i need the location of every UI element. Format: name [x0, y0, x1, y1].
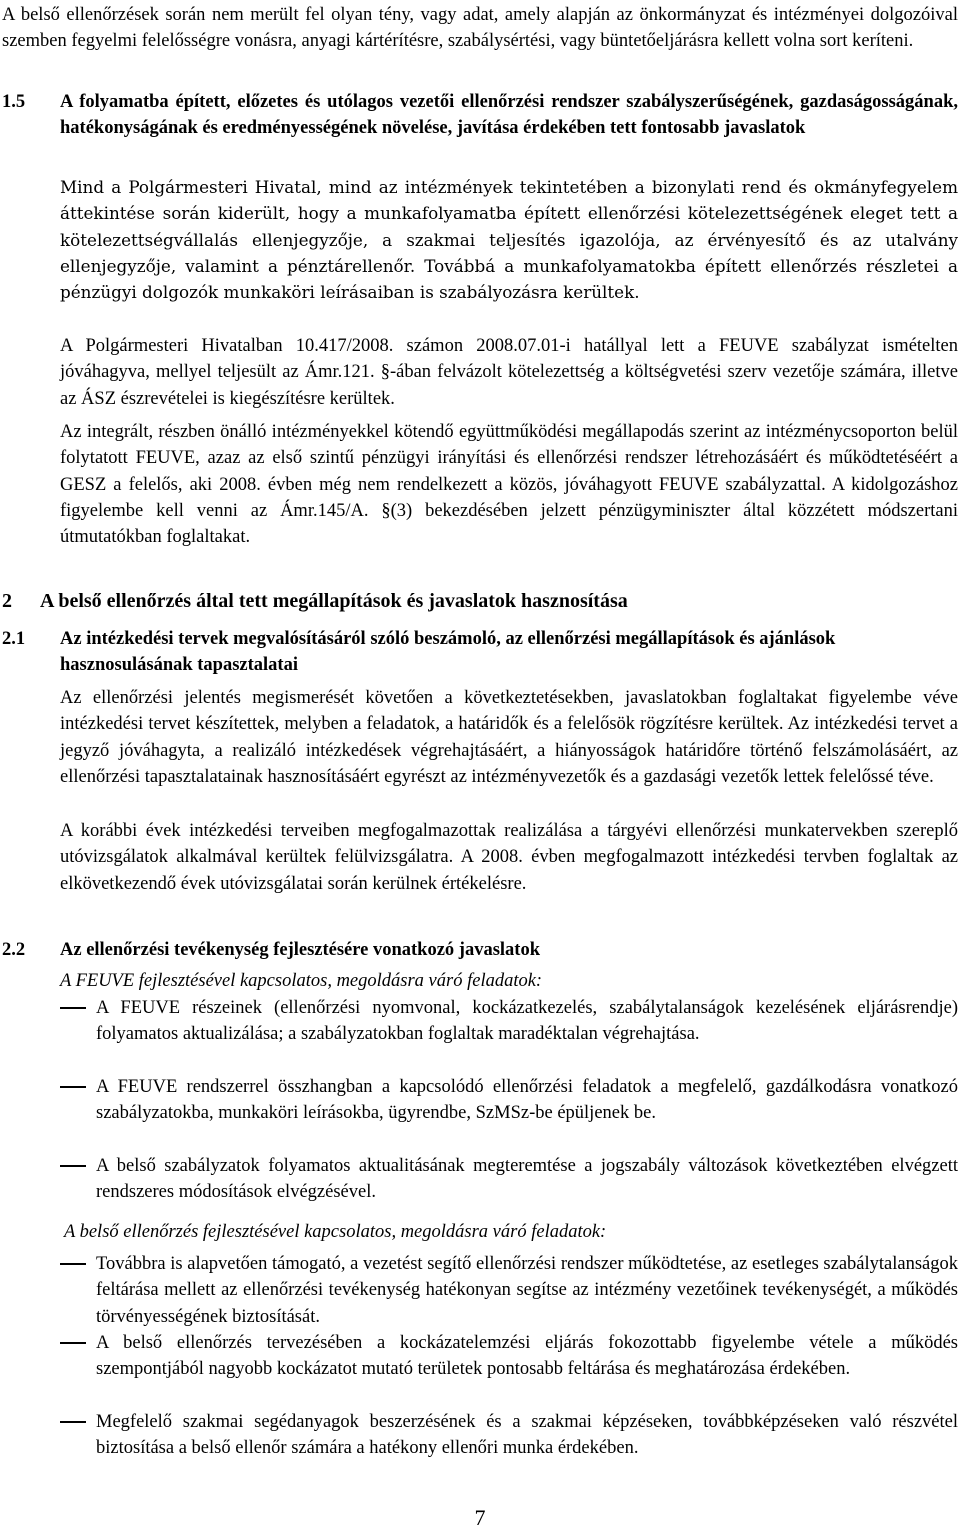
section-number: 2 — [2, 590, 12, 612]
section-title: Az ellenőrzési tevékenység fejlesztésére vonatkozó javaslatok — [60, 940, 541, 960]
dash-bullet-icon — [60, 1421, 86, 1423]
section-title: Az intézkedési tervek megvalósításáról szóló beszámoló, az ellenőrzési megállapítások és ajánlások hasznosulásának tapasztalatai — [60, 629, 836, 676]
section-2-1-heading — [2, 626, 958, 679]
feuve-subheading: A FEUVE fejlesztésével kapcsolatos, megoldásra váró feladatok: — [60, 971, 543, 991]
body-paragraph: Mind a Polgármesteri Hivatal, mind az intézmények tekintetében a bizonylati rend és okmányfegyelem áttekintése során kiderült, hogy a munkafolyamatba épített ellenőrzési kötelezettségének eleget tett a kötelezettségvállalás ellenjegyzője, a szakmai teljesítés igazolója, az érvényesítő és az utalvány ellenjegyzője, valamint a pénztárellenőr. Továbbá a munkafolyamatokba épített ellenőrzés részletei a pénzügyi dolgozók munkaköri leírásaiban is szabályozásra kerültek. — [60, 177, 958, 303]
list-item — [60, 1251, 958, 1330]
dash-bullet-icon — [60, 1086, 86, 1088]
dash-bullet-icon — [60, 1165, 86, 1167]
list-item — [60, 1409, 958, 1462]
section-2-heading — [2, 588, 958, 614]
list-item-text: A belső ellenőrzés tervezésében a kockázatelemzési eljárás fokozottabb figyelembe vétele a működés szempontjából nagyobb kockázatot mutató területek pontosabb feltárása és meghatározása érdekében. — [96, 1333, 958, 1380]
list-item — [60, 1330, 958, 1383]
body-paragraph: Az ellenőrzési jelentés megismerését követően a következtetésekben, javaslatokban foglaltakat figyelembe véve intézkedési tervet készítettek, melyben a feladatok, a határidők és a felelősök rögzítésre kerültek. Az intézkedési tervet a jegyző jóváhagyta, a realizáló intézkedések végrehajtásáért, a hiányosságok határidőre történő felszámolásáért, az ellenőrzési tapasztalatainak hasznosításáért egyrészt az intézményvezetők és a gazdasági vezetők lettek felelőssé téve. — [60, 688, 958, 787]
internal-audit-subheading: A belső ellenőrzés fejlesztésével kapcsolatos, megoldásra váró feladatok: — [64, 1222, 607, 1242]
body-paragraph: A korábbi évek intézkedési terveiben megfogalmazottak realizálása a tárgyévi ellenőrzési munkatervekben szereplő utóvizsgálatok alkalmával kerültek felülvizsgálatra. A 2008. évben megfogalmazott intézkedési tervben foglaltak az elkövetkezendő évek utóvizsgálatai során kerülnek értékelésre. — [60, 821, 958, 894]
list-item-text: A FEUVE rendszerrel összhangban a kapcsolódó ellenőrzési feladatok a megfelelő, gazdálkodásra vonatkozó szabályzatokba, munkaköri leírásokba, ügyrendbe, SzMSz-be épüljenek be. — [96, 1077, 958, 1124]
section-number: 1.5 — [2, 92, 26, 112]
list-item-text: A belső szabályzatok folyamatos aktualitásának megteremtése a jogszabály változások következtében elvégzett rendszeres módosítások elvégzésével. — [96, 1156, 958, 1203]
section-2-2-heading — [2, 937, 958, 963]
list-item-text: Megfelelő szakmai segédanyagok beszerzésének és a szakmai képzéseken, továbbképzéseken való részvétel biztosítása a belső ellenőr számára a hatékony ellenőri munka érdekében. — [96, 1412, 958, 1459]
dash-bullet-icon — [60, 1007, 86, 1009]
list-item — [60, 995, 958, 1048]
section-title: A belső ellenőrzés által tett megállapítások és javaslatok hasznosítása — [40, 590, 628, 612]
section-number: 2.2 — [2, 940, 26, 960]
dash-bullet-icon — [60, 1342, 86, 1344]
list-item-text: A FEUVE részeinek (ellenőrzési nyomvonal, kockázatkezelés, szabálytalanságok kezelésének eljárásrendje) folyamatos aktualizálása; a szabályzatokban foglaltak maradéktalan végrehajtása. — [96, 998, 958, 1045]
body-paragraph: Az integrált, részben önálló intézményekkel kötendő együttműködési megállapodás szerint az intézménycsoporton belül folytatott FEUVE, azaz az első szintű pénzügyi irányítási és ellenőrzési rendszer létrehozásáért és működtetéséért a GESZ a felelős, aki 2008. évben még nem rendelkezett a közös, jóváhagyott FEUVE szabályzattal. A kidolgozáshoz figyelembe kell venni az Ámr.145/A. §(3) bekezdésében jelzett pénzügyminiszter által közzétett módszertani útmutatókban foglaltakat. — [60, 422, 958, 548]
body-paragraph: A Polgármesteri Hivatalban 10.417/2008. számon 2008.07.01-i hatállyal lett a FEUVE szabályzat ismételten jóváhagyva, mellyel teljesült az Ámr.121. §-ában felvázolt kötelezettség a költségvetési szerv vezetője számára, illetve az ÁSZ észrevételei is kiegészítésre kerültek. — [60, 336, 958, 409]
intro-paragraph: A belső ellenőrzések során nem merült fel olyan tény, vagy adat, amely alapján az önkormányzat és intézményei dolgozóival szemben fegyelmi felelősségre vonásra, anyagi kártérítésre, szabálysértési, vagy büntetőeljárásra kellett volna sort keríteni. — [2, 5, 958, 52]
list-item — [60, 1074, 958, 1127]
dash-bullet-icon — [60, 1263, 86, 1265]
list-item-text: Továbbra is alapvetően támogató, a vezetést segítő ellenőrzési rendszer működtetése, az esetleges szabálytalanságok feltárása mellett az ellenőrzési tevékenység hatékonyan segítse az intézmény vezetőinek tevékenységét, a működés törvényességének biztosítását. — [96, 1254, 958, 1327]
page-number: 7 — [474, 1505, 486, 1530]
section-number: 2.1 — [2, 629, 26, 649]
list-item — [60, 1153, 958, 1206]
section-1-5-heading — [2, 89, 958, 142]
section-title: A folyamatba épített, előzetes és utólagos vezetői ellenőrzési rendszer szabályszerűségének, gazdaságosságának, hatékonyságának és eredményességének növelése, javítása érdekében tett fontosabb javaslatok — [60, 92, 958, 139]
